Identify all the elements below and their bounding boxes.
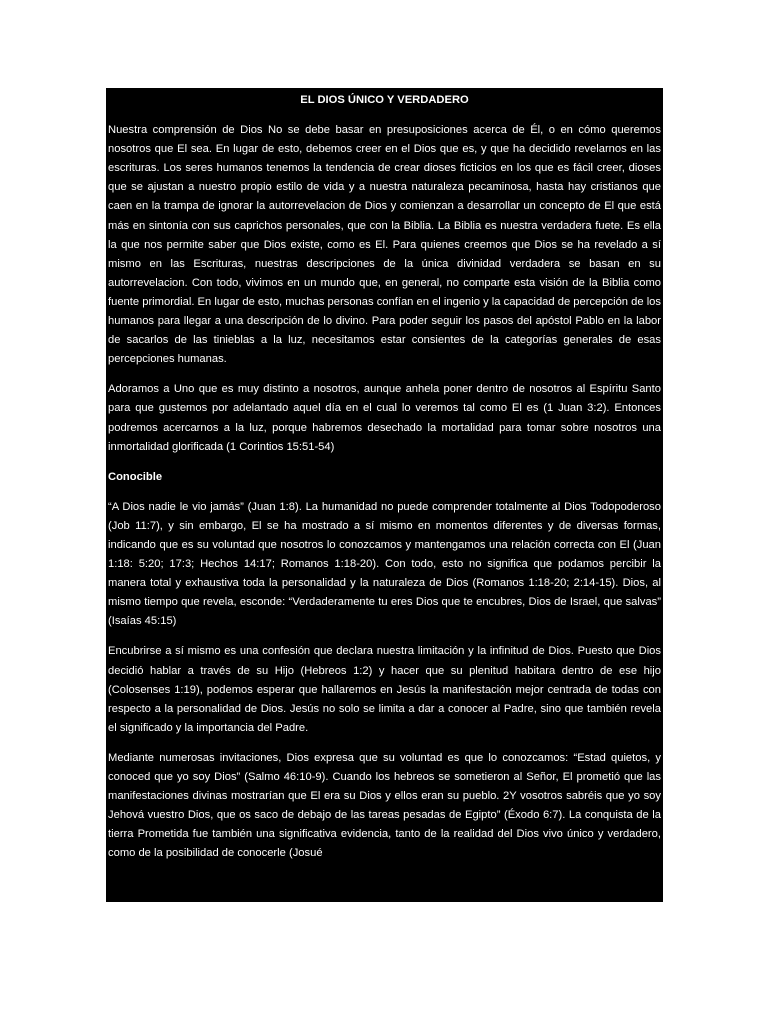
paragraph-concealment: Encubrirse a sí mismo es una confesión que declara nuestra limitación y la infinitud de Dios. Puesto que Dios decidió hablar a través de su Hijo (Hebreos 1:2) y hacer que su plenitud habitara dentro de ese hijo (Colosenses 1:19), podemos esperar que hallaremos en Jesús la manifestación mejor centrada de todas con respecto a la personalidad de Dios. Jesús no solo se limita a dar a conocer al Padre, sino que también revela el significado y la importancia del Padre. [108, 645, 661, 734]
paragraph-invitations: Mediante numerosas invitaciones, Dios expresa que su voluntad es que lo conozcamos: “Estad quietos, y conoced que yo soy Dios” (Salmo 46:10-9). Cuando los hebreos se sometieron al Señor, El prometió que las manifestaciones divinas mostrarían que El era su Dios y ellos eran su pueblo. 2Y vosotros sabréis que yo soy Jehová vuestro Dios, que os saco de debajo de las tareas pesadas de Egipto” (Éxodo 6:7). La conquista de la tierra Prometida fue también una significativa evidencia, tanto de la realidad del Dios vivo único y verdadero, como de la posibilidad de conocerle (Josué [108, 751, 661, 860]
paragraph-worship: Adoramos a Uno que es muy distinto a nosotros, aunque anhela poner dentro de nosotros al Espíritu Santo para que gustemos por adelantado aquel día en el cual lo veremos tal como El es (1 Juan 3:2). Entonces podremos acercarnos a la luz, porque habremos desechado la mortalidad para tomar sobre nosotros una inmortalidad glorificada (1 Corintios 15:51-54) [108, 383, 661, 453]
section-heading-conocible: Conocible [108, 470, 163, 483]
paragraph-knowable: “A Dios nadie le vio jamás” (Juan 1:8). La humanidad no puede comprender totalmente al Dios Todopoderoso (Job 11:7), y sin embargo, El se ha mostrado a sí mismo en momentos diferentes y de diversas formas, indicando que es su voluntad que nosotros lo conozcamos y mantengamos una relación correcta con El (Juan 1:18: 5:20; 17:3; Hechos 14:17; Romanos 1:18-20). Con todo, esto no significa que podamos percibir la manera total y exhaustiva toda la personalidad y la naturaleza de Dios (Romanos 1:18-20; 2:14-15). Dios, al mismo tiempo que revela, esconde: “Verdaderamente tu eres Dios que te encubres, Dios de Israel, que salvas” (Isaías 45:15) [108, 500, 661, 628]
document-title: EL DIOS ÚNICO Y VERDADERO [300, 94, 469, 106]
document-text-block [106, 88, 663, 902]
paragraph-intro: Nuestra comprensión de Dios No se debe basar en presuposiciones acerca de Él, o en cómo queremos nosotros que El sea. En lugar de esto, debemos creer en el Dios que es, y que ha decidido revelarnos en las escrituras. Los seres humanos tenemos la tendencia de crear dioses ficticios en los que es fácil creer, dioses que se ajustan a nuestro propio estilo de vida y a nuestra naturaleza pecaminosa, hasta hay cristianos que caen en la trampa de ignorar la autorrevelacion de Dios y comienzan a desarrollar un concepto de El que está más en sintonía con sus caprichos personales, que con la Biblia. La Biblia es nuestra verdadera fuete. Es ella la que nos permite saber que Dios existe, como es El. Para quienes creemos que Dios se ha revelado a sí mismo en las Escrituras, nuestras descripciones de la única divinidad verdadera se basan en su autorrevelacion. Con todo, vivimos en un mundo que, en general, no comparte esta visión de la Biblia como fuente primordial. En lugar de esto, muchas personas confían en el ingenio y la capacidad de percepción de los humanos para llegar a una descripción de lo divino. Para poder seguir los pasos del apóstol Pablo en la labor de sacarlos de las tinieblas a la luz, necesitamos estar consientes de la categorías generales de esas percepciones humanas. [108, 124, 661, 366]
